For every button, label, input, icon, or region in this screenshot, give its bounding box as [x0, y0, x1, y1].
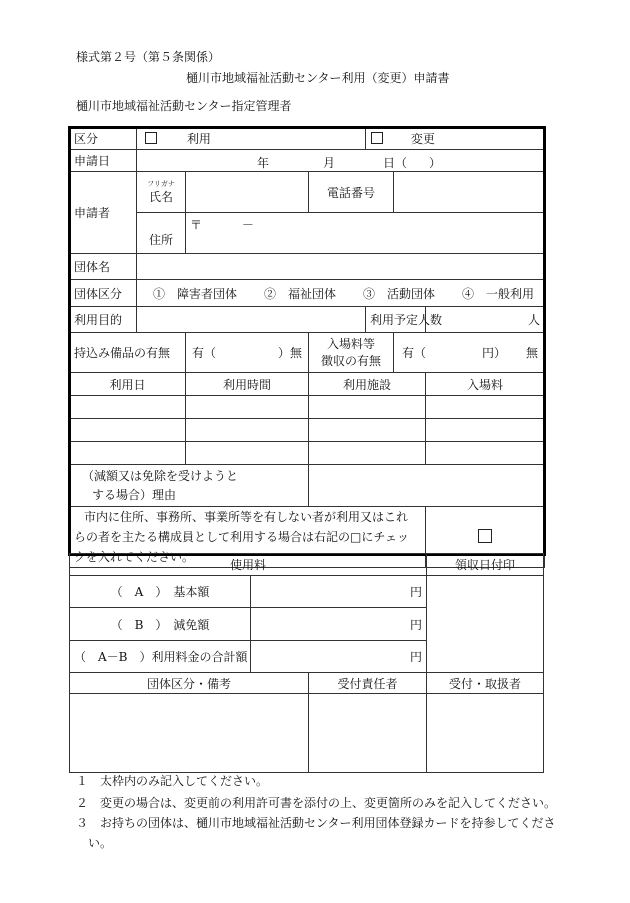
purpose-field[interactable]: [137, 307, 366, 333]
group-type-option-welfare[interactable]: ② 福祉団体: [264, 286, 337, 301]
reduction-label-line2: する場合）理由: [92, 487, 177, 502]
group-name-label: 団体名: [70, 254, 137, 280]
residency-checkbox[interactable]: [478, 529, 492, 543]
equipment-yes: 有（: [192, 346, 217, 360]
name-label-cell: [137, 172, 186, 213]
fee-basic-label: （ A ） 基本額: [70, 576, 251, 608]
people-field[interactable]: [426, 307, 545, 333]
schedule-header-admission: 入場料: [426, 373, 545, 396]
schedule-facility-field[interactable]: [309, 396, 426, 419]
equipment-label: 持込み備品の有無: [70, 333, 186, 373]
schedule-admission-field[interactable]: [426, 442, 545, 465]
reception-handler-header: 受付・取扱者: [427, 673, 544, 694]
admission-no: 無: [526, 346, 539, 360]
phone-label: 電話番号: [309, 172, 394, 213]
group-type-options: [137, 280, 545, 307]
schedule-row: [70, 419, 545, 442]
schedule-admission-field[interactable]: [426, 396, 545, 419]
postal-dash: －: [241, 218, 254, 232]
date-day: 日（: [383, 156, 408, 170]
reduction-reason-field[interactable]: [309, 465, 545, 507]
note-3: ３ お持ちの団体は、樋川市地域福祉活動センター利用団体登録カードを持参してくださ: [76, 816, 556, 830]
schedule-facility-field[interactable]: [309, 419, 426, 442]
fee-table: [69, 553, 544, 773]
phone-field[interactable]: [394, 172, 545, 213]
name-field[interactable]: [186, 172, 309, 213]
fee-basic-unit: 円: [410, 585, 423, 599]
fee-reduction-label: （ B ） 減免額: [70, 608, 251, 641]
reduction-label-line1: （減額又は免除を受けようと: [82, 468, 239, 483]
group-name-field[interactable]: [137, 254, 545, 280]
reception-manager-field[interactable]: [309, 694, 427, 773]
note-3-continued: い。: [88, 836, 113, 850]
fee-reduction-field[interactable]: [251, 608, 427, 641]
furigana-label: フリガナ: [147, 179, 175, 188]
schedule-admission-field[interactable]: [426, 419, 545, 442]
residency-note: 市内に住所、事務所、事業所等を有しない者が利用又はこれらの者を主たる構成員として利用する場合は右記の□にチェックを入れてください。: [70, 507, 426, 568]
schedule-date-field[interactable]: [70, 442, 186, 465]
date-close: ）: [429, 156, 442, 170]
note-1: １ 太枠内のみ記入してください。: [76, 774, 269, 788]
schedule-row: [70, 396, 545, 419]
people-unit: 人: [528, 313, 541, 327]
category-change-checkbox[interactable]: [371, 132, 383, 144]
group-remarks-header: 団体区分・備考: [70, 673, 309, 694]
purpose-label: 利用目的: [70, 307, 137, 333]
admission-label-line2: 徴収の有無: [320, 353, 381, 368]
category-label: 区分: [70, 128, 137, 150]
address-label: 住所: [137, 213, 186, 254]
date-year: 年: [257, 156, 270, 170]
schedule-header-facility: 利用施設: [309, 373, 426, 396]
category-change-cell: [366, 128, 545, 150]
fee-total-field[interactable]: [251, 641, 427, 673]
schedule-facility-field[interactable]: [309, 442, 426, 465]
address-field[interactable]: [186, 213, 545, 254]
group-type-label: 団体区分: [70, 280, 137, 307]
note-2: ２ 変更の場合は、変更前の利用許可書を添付の上、変更箇所のみを記入してください。: [76, 796, 557, 810]
category-change-text: 変更: [410, 132, 435, 146]
admission-yen: 円）: [481, 346, 506, 360]
date-month: 月: [323, 156, 336, 170]
schedule-date-field[interactable]: [70, 396, 186, 419]
fee-basic-field[interactable]: [251, 576, 427, 608]
receipt-stamp-header: 領収日付印: [427, 554, 544, 576]
category-use-text: 利用: [186, 132, 211, 146]
schedule-header-date: 利用日: [70, 373, 186, 396]
reception-handler-field[interactable]: [427, 694, 544, 773]
fee-total-unit: 円: [410, 650, 423, 664]
people-label: 利用予定人数: [366, 307, 426, 333]
schedule-header-time: 利用時間: [186, 373, 309, 396]
admission-yes: 有（: [402, 346, 427, 360]
admission-field[interactable]: [394, 333, 545, 373]
group-type-option-general[interactable]: ④ 一般利用: [462, 286, 535, 301]
schedule-time-field[interactable]: [186, 442, 309, 465]
admission-label: [309, 333, 394, 373]
reduction-reason-label-cell: [70, 465, 309, 507]
schedule-time-field[interactable]: [186, 419, 309, 442]
form-title: 樋川市地域福祉活動センター利用（変更）申請書: [186, 71, 450, 85]
name-label: 氏名: [148, 189, 173, 204]
form-number: 様式第２号（第５条関係）: [76, 50, 221, 64]
equipment-no: ）無: [277, 346, 302, 360]
date-field[interactable]: [137, 150, 545, 172]
group-type-option-disabled[interactable]: ① 障害者団体: [153, 286, 238, 301]
addressee: 樋川市地域福祉活動センター指定管理者: [76, 99, 292, 113]
postal-mark: 〒: [190, 218, 203, 232]
group-type-option-activity[interactable]: ③ 活動団体: [363, 286, 436, 301]
schedule-row: [70, 442, 545, 465]
fee-reduction-unit: 円: [410, 617, 423, 632]
reception-manager-header: 受付責任者: [309, 673, 427, 694]
category-use-cell: [137, 128, 366, 150]
fee-header: 使用料: [70, 554, 427, 576]
schedule-time-field[interactable]: [186, 396, 309, 419]
date-label: 申請日: [70, 150, 137, 172]
admission-label-line1: 入場料等: [326, 336, 375, 351]
application-table: [69, 127, 545, 568]
category-use-checkbox[interactable]: [145, 132, 157, 144]
applicant-label: 申請者: [70, 172, 137, 254]
schedule-date-field[interactable]: [70, 419, 186, 442]
equipment-field[interactable]: [186, 333, 309, 373]
group-remarks-field[interactable]: [70, 694, 309, 773]
fee-total-label: （ A－B ）利用料金の合計額: [70, 641, 251, 673]
receipt-stamp-area: [427, 576, 544, 673]
